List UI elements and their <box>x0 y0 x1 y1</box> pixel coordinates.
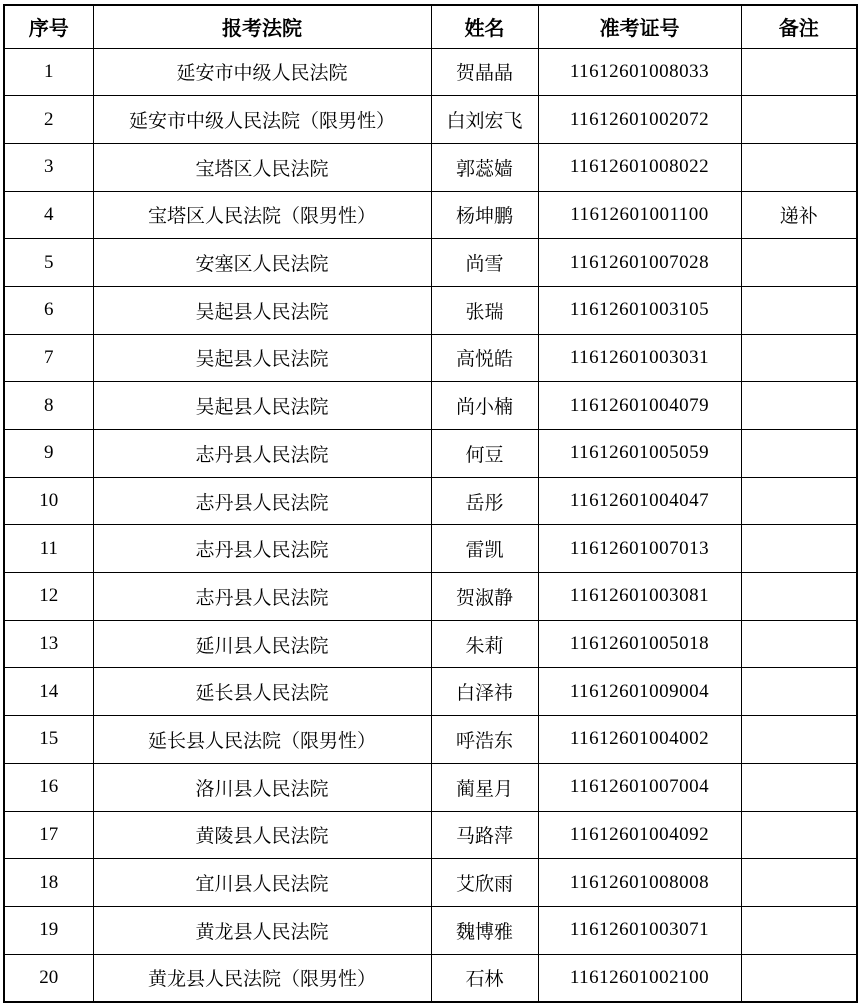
cell-remark <box>741 716 857 764</box>
cell-remark <box>741 668 857 716</box>
table-body <box>4 48 857 1002</box>
cell-name: 马路萍 <box>431 811 538 859</box>
cell-remark <box>741 430 857 478</box>
cell-index: 14 <box>4 668 93 716</box>
cell-ticket: 11612601004092 <box>538 811 741 859</box>
cell-name: 杨坤鹏 <box>431 191 538 239</box>
cell-court: 黄陵县人民法院 <box>93 811 431 859</box>
cell-remark <box>741 620 857 668</box>
cell-ticket: 11612601007013 <box>538 525 741 573</box>
table-row <box>4 620 857 668</box>
cell-court: 洛川县人民法院 <box>93 763 431 811</box>
table-row <box>4 382 857 430</box>
table-row <box>4 954 857 1002</box>
table-row <box>4 573 857 621</box>
cell-index: 20 <box>4 954 93 1002</box>
cell-name: 贺淑静 <box>431 573 538 621</box>
cell-remark <box>741 239 857 287</box>
cell-index: 19 <box>4 906 93 954</box>
cell-ticket: 11612601002100 <box>538 954 741 1002</box>
cell-ticket: 11612601003081 <box>538 573 741 621</box>
cell-name: 雷凯 <box>431 525 538 573</box>
cell-court: 志丹县人民法院 <box>93 430 431 478</box>
column-header-remark: 备注 <box>741 5 857 48</box>
cell-name: 蔺星月 <box>431 763 538 811</box>
cell-court: 延川县人民法院 <box>93 620 431 668</box>
cell-court: 安塞区人民法院 <box>93 239 431 287</box>
cell-index: 5 <box>4 239 93 287</box>
cell-remark <box>741 954 857 1002</box>
table-row <box>4 668 857 716</box>
cell-name: 岳彤 <box>431 477 538 525</box>
cell-index: 18 <box>4 859 93 907</box>
table-row <box>4 477 857 525</box>
cell-remark <box>741 763 857 811</box>
cell-name: 艾欣雨 <box>431 859 538 907</box>
cell-remark <box>741 859 857 907</box>
cell-ticket: 11612601002072 <box>538 96 741 144</box>
cell-court: 延安市中级人民法院 <box>93 48 431 96</box>
cell-court: 宝塔区人民法院 <box>93 143 431 191</box>
cell-name: 朱莉 <box>431 620 538 668</box>
cell-remark <box>741 143 857 191</box>
exam-results-table <box>3 4 858 1003</box>
cell-index: 6 <box>4 286 93 334</box>
cell-index: 1 <box>4 48 93 96</box>
cell-ticket: 11612601005018 <box>538 620 741 668</box>
cell-ticket: 11612601007004 <box>538 763 741 811</box>
cell-ticket: 11612601008008 <box>538 859 741 907</box>
cell-ticket: 11612601005059 <box>538 430 741 478</box>
cell-court: 延长县人民法院 <box>93 668 431 716</box>
column-header-name: 姓名 <box>431 5 538 48</box>
cell-court: 志丹县人民法院 <box>93 477 431 525</box>
cell-court: 延长县人民法院（限男性） <box>93 716 431 764</box>
cell-index: 16 <box>4 763 93 811</box>
cell-name: 魏博雅 <box>431 906 538 954</box>
cell-ticket: 11612601004079 <box>538 382 741 430</box>
cell-court: 志丹县人民法院 <box>93 525 431 573</box>
cell-index: 11 <box>4 525 93 573</box>
table-row <box>4 525 857 573</box>
table-row <box>4 191 857 239</box>
cell-court: 黄龙县人民法院 <box>93 906 431 954</box>
cell-remark <box>741 48 857 96</box>
cell-index: 7 <box>4 334 93 382</box>
cell-remark <box>741 573 857 621</box>
cell-name: 尚小楠 <box>431 382 538 430</box>
cell-ticket: 11612601007028 <box>538 239 741 287</box>
cell-index: 2 <box>4 96 93 144</box>
cell-index: 12 <box>4 573 93 621</box>
table-header-row <box>4 5 857 48</box>
cell-index: 9 <box>4 430 93 478</box>
cell-court: 吴起县人民法院 <box>93 382 431 430</box>
table-row <box>4 286 857 334</box>
table-row <box>4 143 857 191</box>
cell-name: 石林 <box>431 954 538 1002</box>
table-row <box>4 239 857 287</box>
cell-index: 4 <box>4 191 93 239</box>
column-header-index: 序号 <box>4 5 93 48</box>
cell-ticket: 11612601003071 <box>538 906 741 954</box>
cell-ticket: 11612601008022 <box>538 143 741 191</box>
cell-name: 白泽祎 <box>431 668 538 716</box>
cell-court: 宝塔区人民法院（限男性） <box>93 191 431 239</box>
table-row <box>4 859 857 907</box>
table-row <box>4 96 857 144</box>
cell-ticket: 11612601004002 <box>538 716 741 764</box>
cell-name: 郭蕊嫱 <box>431 143 538 191</box>
cell-remark: 递补 <box>741 191 857 239</box>
cell-ticket: 11612601009004 <box>538 668 741 716</box>
cell-court: 宜川县人民法院 <box>93 859 431 907</box>
cell-court: 志丹县人民法院 <box>93 573 431 621</box>
cell-name: 尚雪 <box>431 239 538 287</box>
table-row <box>4 906 857 954</box>
table-row <box>4 716 857 764</box>
cell-name: 白刘宏飞 <box>431 96 538 144</box>
column-header-court: 报考法院 <box>93 5 431 48</box>
cell-index: 8 <box>4 382 93 430</box>
cell-ticket: 11612601003031 <box>538 334 741 382</box>
cell-index: 10 <box>4 477 93 525</box>
cell-remark <box>741 334 857 382</box>
cell-remark <box>741 525 857 573</box>
cell-index: 17 <box>4 811 93 859</box>
cell-remark <box>741 96 857 144</box>
cell-name: 呼浩东 <box>431 716 538 764</box>
cell-name: 贺晶晶 <box>431 48 538 96</box>
cell-index: 15 <box>4 716 93 764</box>
table-row <box>4 430 857 478</box>
cell-name: 张瑞 <box>431 286 538 334</box>
table-row <box>4 811 857 859</box>
cell-remark <box>741 286 857 334</box>
cell-ticket: 11612601008033 <box>538 48 741 96</box>
cell-name: 高悦皓 <box>431 334 538 382</box>
cell-index: 13 <box>4 620 93 668</box>
cell-ticket: 11612601001100 <box>538 191 741 239</box>
cell-remark <box>741 811 857 859</box>
cell-remark <box>741 906 857 954</box>
table-row <box>4 48 857 96</box>
cell-ticket: 11612601003105 <box>538 286 741 334</box>
cell-index: 3 <box>4 143 93 191</box>
cell-remark <box>741 477 857 525</box>
cell-court: 吴起县人民法院 <box>93 286 431 334</box>
cell-court: 延安市中级人民法院（限男性） <box>93 96 431 144</box>
cell-ticket: 11612601004047 <box>538 477 741 525</box>
cell-court: 黄龙县人民法院（限男性） <box>93 954 431 1002</box>
cell-name: 何豆 <box>431 430 538 478</box>
cell-remark <box>741 382 857 430</box>
table-row <box>4 334 857 382</box>
column-header-ticket: 准考证号 <box>538 5 741 48</box>
header-row <box>4 5 857 48</box>
table-row <box>4 763 857 811</box>
cell-court: 吴起县人民法院 <box>93 334 431 382</box>
